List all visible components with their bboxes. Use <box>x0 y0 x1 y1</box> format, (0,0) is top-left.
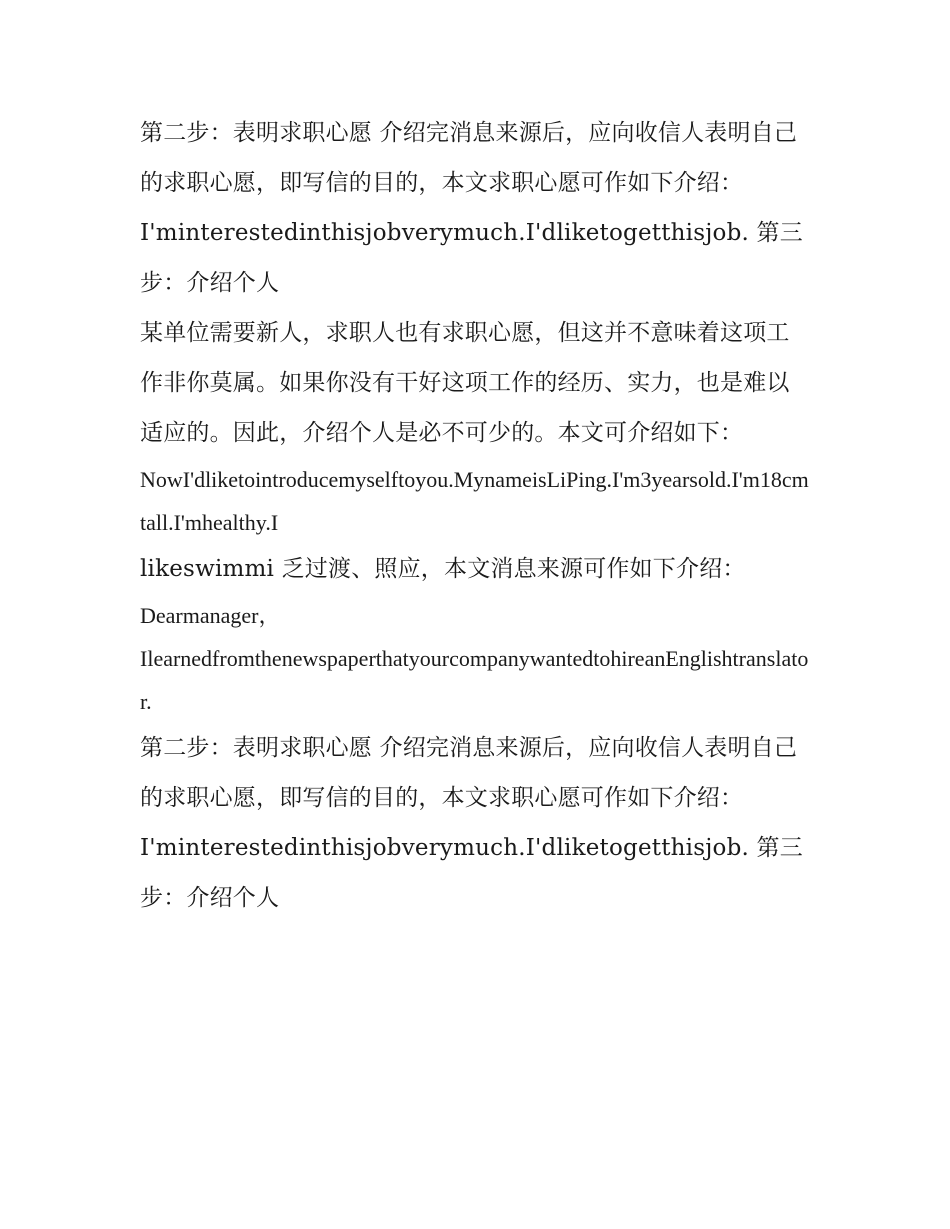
paragraph-introduce-self-explanation: 某单位需要新人，求职人也有求职心愿，但这并不意味着这项工作非你莫属。如果你没有干好这项工作的经历、实力，也是难以适应的。因此，介绍个人是必不可少的。本文可介绍如下： <box>140 320 790 446</box>
paragraph-news-source: IlearnedfromthenewspaperthatyourcompanywantedtohireanEnglishtranslator. <box>140 646 809 714</box>
paragraph-self-introduction: NowI'dliketointroducemyselftoyou.MynameisLiPing.I'm3yearsold.I'm18cmtall.I'mhealthy.I <box>140 467 809 535</box>
paragraph-step-two-repeat: 第二步：表明求职心愿 介绍完消息来源后，应向收信人表明自己的求职心愿，即写信的目的，本文求职心愿可作如下介绍： <box>140 735 798 811</box>
paragraph-salutation: Dearmanager， <box>140 603 281 628</box>
paragraph-step-two: 第二步：表明求职心愿 介绍完消息来源后，应向收信人表明自己的求职心愿，即写信的目的，本文求职心愿可作如下介绍： <box>140 120 798 196</box>
paragraph-likeswimmi: likeswimmi 乏过渡、照应，本文消息来源可作如下介绍： <box>140 556 746 582</box>
document-body <box>140 108 810 923</box>
paragraph-interest-step-three: I'minterestedinthisjobverymuch.I'dliketogetthisjob. 第三步：介绍个人 <box>140 220 803 296</box>
paragraph-interest-step-three-repeat: I'minterestedinthisjobverymuch.I'dliketogetthisjob. 第三步：介绍个人 <box>140 835 803 911</box>
